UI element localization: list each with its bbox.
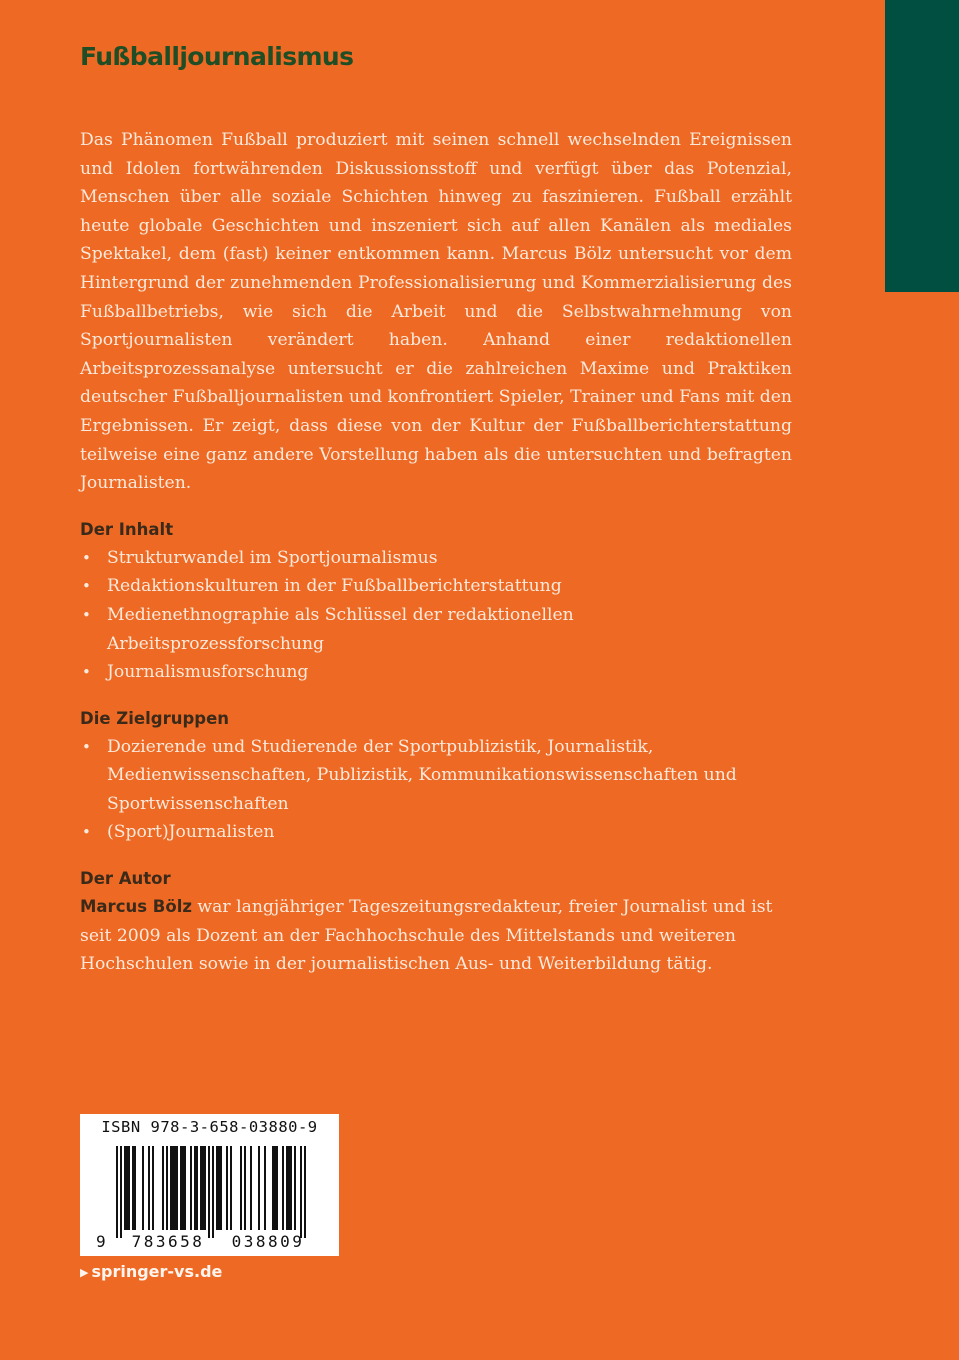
barcode-bar	[196, 1146, 198, 1230]
back-cover-content	[80, 126, 792, 979]
author-bio	[80, 893, 792, 979]
barcode-bar	[142, 1146, 144, 1230]
ean-right-digits: 038809	[231, 1232, 305, 1251]
barcode-bar	[212, 1146, 214, 1238]
barcode-bar	[152, 1146, 154, 1230]
barcode-bar	[124, 1146, 126, 1230]
barcode-bar	[274, 1146, 276, 1230]
heading-zielgruppen: Die Zielgruppen	[80, 708, 230, 728]
barcode-bar	[180, 1146, 182, 1230]
heading-autor: Der Autor	[80, 869, 171, 889]
barcode-bar	[294, 1146, 296, 1230]
author-bio-text: war langjähriger Tageszeitungsredakteur, freier Journalist und ist seit 2009 als Dozent an der Fachhochschule des Mittelstands und weiteren Hochschulen sowie in der journalistischen Aus- und Weiterbildung tätig.	[80, 897, 773, 975]
arrow-right-icon: ▶	[80, 1266, 89, 1279]
list-item: • Journalismusforschung	[80, 658, 792, 687]
list-zielgruppen	[80, 733, 792, 847]
intro-paragraph: Das Phänomen Fußball produziert mit seinen schnell wechselnden Ereignissen und Idolen fortwährenden Diskussionsstoff und verfügt über das Potenzial, Menschen über alle soziale Schichten hinweg zu faszinieren. Fußball erzählt heute globale Geschichten und inszeniert sich auf allen Kanälen als mediales Spektakel, dem (fast) keiner entkommen kann. Marcus Bölz untersucht vor dem Hintergrund der zunehmenden Professionalisierung und Kommerzialisierung des Fußballbetriebs, wie sich die Arbeit und die Selbstwahrnehmung von Sportjournalisten verändert haben. Anhand einer redaktionellen Arbeitsprozessanalyse untersucht er die zahlreichen Maxime und Praktiken deutscher Fußballjournalisten und konfrontiert Spieler, Trainer und Fans mit den Ergebnissen. Er zeigt, dass diese von der Kultur der Fußballberichterstattung teilweise eine ganz andere Vorstellung haben als die untersuchten und befragten Journalisten.	[80, 130, 792, 494]
barcode-bar	[134, 1146, 136, 1230]
bullet-icon: •	[82, 548, 91, 567]
barcode-bar	[202, 1146, 204, 1230]
barcode-bar	[120, 1146, 122, 1238]
barcode-bar	[116, 1146, 118, 1238]
barcode-bar	[240, 1146, 242, 1230]
barcode-bar	[166, 1146, 168, 1230]
isbn-barcode-box	[80, 1114, 339, 1256]
heading-inhalt: Der Inhalt	[80, 519, 174, 539]
barcode-bar	[264, 1146, 266, 1230]
barcode-bar	[258, 1146, 260, 1230]
bullet-icon: •	[82, 577, 91, 596]
ean-left-digits: 783658	[131, 1232, 205, 1251]
barcode-bar	[286, 1146, 288, 1230]
barcode-bar	[128, 1146, 130, 1230]
barcode-bar	[162, 1146, 164, 1230]
barcode-bar	[250, 1146, 252, 1230]
barcode-bar	[300, 1146, 302, 1238]
bullet-icon: •	[82, 605, 91, 624]
book-title: Fußballjournalismus	[80, 42, 354, 71]
ean-first-digit: 9	[96, 1232, 106, 1251]
list-inhalt	[80, 544, 792, 687]
bullet-icon: •	[82, 823, 91, 842]
barcode-bar	[200, 1146, 202, 1230]
barcode-bar	[126, 1146, 128, 1230]
barcode-bar	[170, 1146, 172, 1230]
barcode-bar	[190, 1146, 192, 1230]
barcode-bar	[174, 1146, 176, 1230]
barcode-bar	[208, 1146, 210, 1238]
bullet-icon: •	[82, 663, 91, 682]
barcode-bar	[184, 1146, 186, 1230]
list-item: • (Sport)Journalisten	[80, 818, 792, 847]
barcode-bar	[304, 1146, 306, 1238]
barcode-bar	[230, 1146, 232, 1230]
barcode-bar	[282, 1146, 284, 1230]
list-item: • Medienethnographie als Schlüssel der redaktionellen Arbeitsprozessforschung	[80, 601, 792, 658]
barcode-bar	[218, 1146, 220, 1230]
barcode-icon	[116, 1146, 316, 1238]
side-color-tab	[885, 0, 959, 292]
barcode-bar	[216, 1146, 218, 1230]
barcode-bar	[290, 1146, 292, 1230]
barcode-bar	[226, 1146, 228, 1230]
list-item: • Strukturwandel im Sportjournalismus	[80, 544, 792, 573]
barcode-bar	[176, 1146, 178, 1230]
website-label: springer-vs.de	[91, 1262, 223, 1281]
list-item: • Redaktionskulturen in der Fußballberichterstattung	[80, 572, 792, 601]
barcode-bar	[276, 1146, 278, 1230]
publisher-website[interactable]	[80, 1262, 222, 1281]
isbn-label: ISBN 978-3-658-03880-9	[101, 1118, 318, 1136]
barcode-bar	[194, 1146, 196, 1230]
barcode-bar	[220, 1146, 222, 1230]
list-item: • Dozierende und Studierende der Sportpublizistik, Journalistik, Medienwissenschaften, Publizistik, Kommunikationswissenschaften und Sportwissenschaften	[80, 733, 792, 819]
barcode-bar	[172, 1146, 174, 1230]
barcode-bar	[244, 1146, 246, 1230]
barcode-bar	[272, 1146, 274, 1230]
author-name: Marcus Bölz	[80, 897, 192, 917]
bullet-icon: •	[82, 737, 91, 756]
barcode-bar	[148, 1146, 150, 1230]
barcode-bar	[204, 1146, 206, 1230]
barcode-bar	[132, 1146, 134, 1230]
barcode-bar	[288, 1146, 290, 1230]
barcode-bar	[182, 1146, 184, 1230]
